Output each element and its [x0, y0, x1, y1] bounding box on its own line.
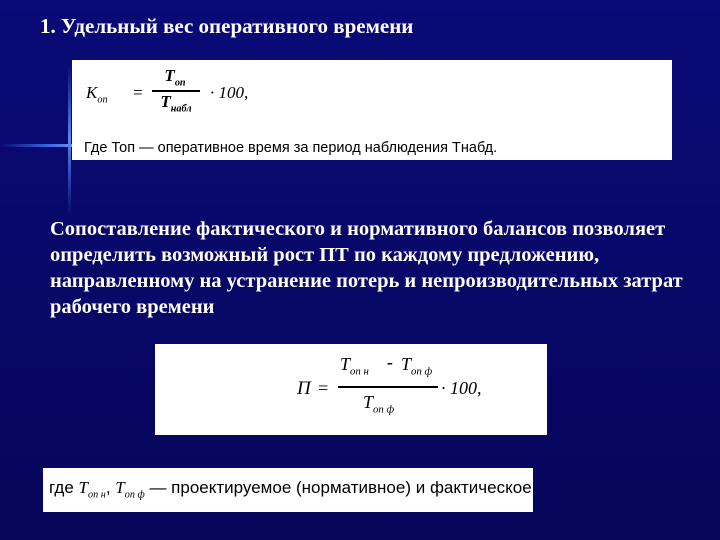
formula-2-minus: - — [387, 352, 393, 372]
formula-1-lhs: K — [86, 83, 98, 102]
note-2-t1-sub: оп н — [88, 489, 106, 501]
slide-title: 1. Удельный вес оперативного времени — [40, 14, 414, 38]
formula-2-note-image — [43, 468, 533, 512]
formula-2-multiplier: · 100, — [441, 378, 482, 398]
formula-1-note: Где Топ — оперативное время за период наблюдения Тнабд. — [84, 140, 498, 156]
note-2-comma: , — [105, 478, 111, 497]
note-2-t1: T — [78, 478, 89, 497]
formula-2-note — [49, 478, 532, 500]
formula-1-multiplier: · 100, — [210, 83, 249, 102]
formula-1-denominator-sub: набл — [170, 103, 192, 115]
formula-2-lhs: П — [297, 378, 311, 399]
formula-2-denominator-sub: оп ф — [373, 403, 395, 416]
formula-1 — [86, 66, 286, 126]
formula-2-num-b: T — [401, 354, 412, 374]
note-2-t2-sub: оп ф — [124, 489, 145, 501]
formula-2-num-a-sub: оп н — [350, 365, 369, 378]
formula-2-num-b-sub: оп ф — [411, 365, 433, 378]
formula-2-image — [155, 344, 547, 435]
formula-1-numerator: T — [164, 66, 175, 85]
formula-1-numerator-sub: оп — [174, 77, 186, 89]
note-2-t2: T — [115, 478, 125, 497]
formula-2-denominator: T — [363, 392, 374, 412]
formula-2 — [155, 344, 547, 435]
formula-1-image — [72, 60, 672, 160]
body-paragraph: Сопоставление фактического и нормативного балансов позволяет определить возможный рост ПТ по каждому предложению, направленному на устранение потерь и непроизводительных затрат рабочего времени — [50, 218, 683, 318]
formula-2-num-a: T — [340, 354, 351, 374]
note-2-prefix: где — [49, 478, 74, 497]
formula-2-fraction-line — [338, 386, 438, 388]
formula-1-lhs-sub: оп — [97, 94, 108, 106]
formula-2-equals: = — [317, 378, 330, 398]
formula-1-equals: = — [132, 83, 144, 102]
note-2-text: — проектируемое (нормативное) и фактическое — [149, 478, 532, 497]
formula-1-denominator: T — [160, 92, 171, 111]
decorative-vertical-line — [68, 64, 71, 214]
